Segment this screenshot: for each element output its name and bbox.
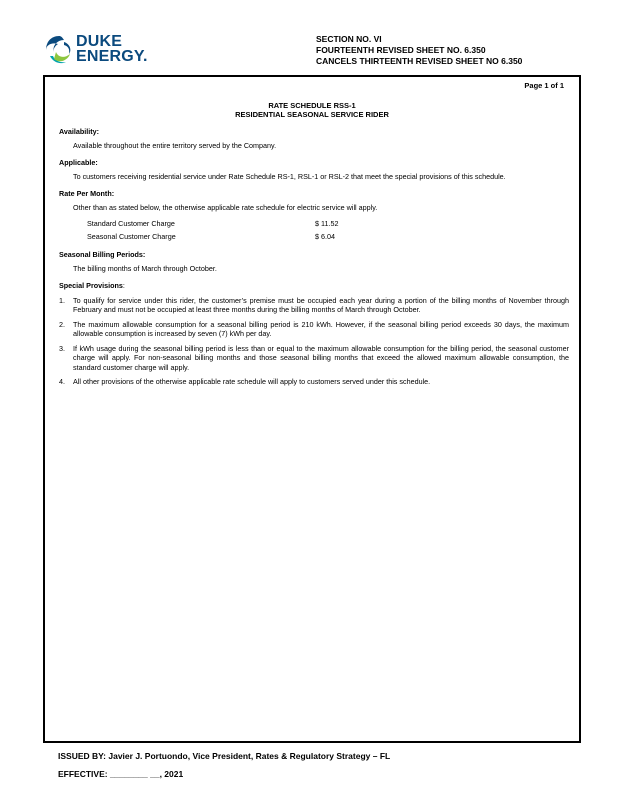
- duke-energy-logo: [44, 34, 154, 72]
- rate-heading: Rate Per Month:: [59, 189, 115, 198]
- rate-row: [87, 219, 569, 232]
- rate-row: [87, 232, 569, 245]
- list-item-number: 1.: [59, 295, 65, 305]
- provisions-list: [59, 296, 569, 387]
- issued-by: ISSUED BY: Javier J. Portuondo, Vice President, Rates & Regulatory Strategy – FL: [58, 751, 391, 761]
- logo-line1: DUKE: [76, 33, 123, 50]
- availability-text: Available throughout the entire territory served by the Company.: [73, 140, 277, 150]
- sheet-number: FOURTEENTH REVISED SHEET NO. 6.350: [316, 45, 486, 55]
- seasonal-text: The billing months of March through October.: [73, 263, 217, 273]
- list-item-number: 4.: [59, 377, 65, 386]
- section-number: SECTION NO. VI: [316, 34, 382, 44]
- rate-table: [87, 219, 569, 245]
- list-item-text: The maximum allowable consumption for a seasonal billing period is 210 kWh. However, if the seasonal billing period exceeds 30 days, the maximum allowable consumption is increased by seven (7) kWh per day.: [73, 319, 569, 338]
- list-item: [59, 320, 569, 339]
- duke-energy-logo-mark-icon: [44, 34, 74, 68]
- list-item-text: All other provisions of the otherwise applicable rate schedule will apply to customers served under this schedule.: [73, 377, 431, 386]
- provisions-heading-text: Special Provisions: [59, 281, 123, 290]
- list-item: [59, 377, 569, 387]
- rate-label: Standard Customer Charge: [87, 219, 175, 228]
- list-item: [59, 296, 569, 315]
- applicable-heading: Applicable:: [59, 158, 98, 167]
- list-item-number: 2.: [59, 319, 65, 329]
- provisions-heading: [59, 281, 569, 291]
- rate-text: Other than as stated below, the otherwise applicable rate schedule for electric service will apply.: [73, 202, 378, 212]
- schedule-subtitle: RESIDENTIAL SEASONAL SERVICE RIDER: [235, 110, 389, 119]
- provisions-heading-colon: :: [122, 281, 125, 290]
- cancels-sheet: CANCELS THIRTEENTH REVISED SHEET NO 6.350: [316, 56, 523, 66]
- seasonal-heading: Seasonal Billing Periods:: [59, 250, 146, 259]
- availability-heading: Availability:: [59, 127, 100, 136]
- document-body: [59, 127, 569, 387]
- rate-value: $ 6.04: [315, 232, 335, 241]
- schedule-title: RATE SCHEDULE RSS-1: [268, 101, 356, 110]
- list-item: [59, 344, 569, 373]
- list-item-text: If kWh usage during the seasonal billing period is less than or equal to the maximum allowable consumption for the billing period, the seasonal customer charge will apply. For non-seasonal billing months and those seasonal billing months that exceed the allowed maximum allowable consumption, the standard customer charge will apply.: [73, 343, 569, 372]
- applicable-text: To customers receiving residential service under Rate Schedule RS-1, RSL-1 or RSL-2 that meet the special provisions of this schedule.: [73, 171, 506, 181]
- document-frame: [43, 75, 581, 743]
- list-item-number: 3.: [59, 343, 65, 353]
- page-number: Page 1 of 1: [524, 81, 564, 90]
- logo-wordmark: [76, 34, 148, 64]
- sheet-header: [316, 34, 522, 67]
- list-item-text: To qualify for service under this rider, the customer’s premise must be occupied each year during a portion of the billing months of November through February and must not be occupied at least three months during the billing months of March through October.: [73, 295, 569, 314]
- logo-line2: ENERGY.: [76, 48, 148, 65]
- rate-value: $ 11.52: [315, 219, 339, 228]
- effective-date: EFFECTIVE: ________ __, 2021: [58, 769, 184, 779]
- rate-label: Seasonal Customer Charge: [87, 232, 176, 241]
